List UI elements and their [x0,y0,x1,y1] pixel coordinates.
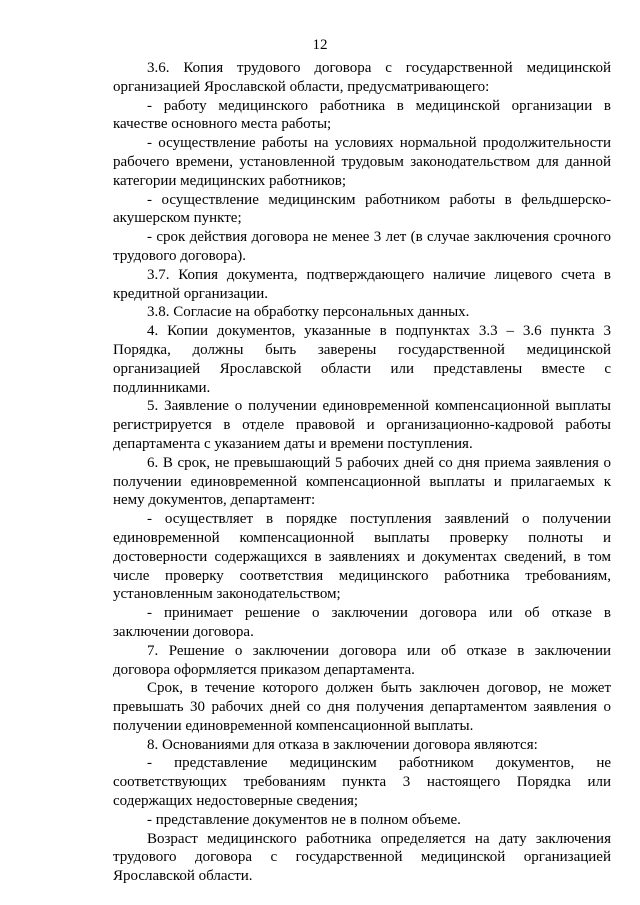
list-item-check-applications: - осуществляет в порядке поступления заявлений о получении единовременной компенсационной выплаты проверку полноты и достоверности содержащихся в заявлениях и документах сведений, в том числе проверку соответствия медицинского работника требованиям, установленным законодательством; [113,511,611,603]
paragraph-contract-deadline: Срок, в течение которого должен быть заключен договор, не может превышать 30 рабочих дней со дня получения департаментом заявления о получении единовременной компенсационной выплаты. [113,680,611,734]
paragraph-4: 4. Копии документов, указанные в подпунктах 3.3 – 3.6 пункта 3 Порядка, должны быть заверены государственной медицинской организацией Ярославской области или представлены вместе с подлинниками. [113,323,611,396]
list-item-main-workplace: - работу медицинского работника в медицинской организации в качестве основного места работы; [113,97,611,133]
list-item-incomplete-documents: - представление документов не в полном объеме. [147,811,461,828]
list-item-normal-working-hours: - осуществление работы на условиях нормальной продолжительности рабочего времени, установленной трудовым законодательством для данной категории медицинских работников; [113,135,611,189]
paragraph-3-7: 3.7. Копия документа, подтверждающего наличие лицевого счета в кредитной организации. [113,266,611,302]
list-item-contract-term: - срок действия договора не менее 3 лет (в случае заключения срочного трудового договора). [113,229,611,264]
list-item-invalid-documents: - представление медицинским работником документов, не соответствующих требованиям пункта 3 настоящего Порядка или содержащих недостоверные сведения; [113,755,611,810]
paragraph-7: 7. Решение о заключении договора или об отказе в заключении договора оформляется приказом департамента. [113,642,611,678]
paragraph-5: 5. Заявление о получении единовременной компенсационной выплаты регистрируется в отделе правовой и организационно-кадровой работы департамента с указанием даты и времени поступления. [113,398,611,452]
page-number: 12 [312,37,328,53]
paragraph-3-6: 3.6. Копия трудового договора с государственной медицинской организацией Ярославской области, предусматривающего: [113,60,611,95]
list-item-feldsher-point: - осуществление медицинским работником работы в фельдшерско-акушерском пункте; [113,191,611,227]
document-body [113,59,611,886]
list-item-make-decision: - принимает решение о заключении договора или об отказе в заключении договора. [113,605,611,640]
paragraph-3-8: 3.8. Согласие на обработку персональных данных. [147,304,470,321]
paragraph-6: 6. В срок, не превышающий 5 рабочих дней со дня приема заявления о получении единовременной компенсационной выплаты и прилагаемых к нему документов, департамент: [113,454,611,509]
paragraph-8: 8. Основаниями для отказа в заключении договора являются: [147,736,538,753]
paragraph-age-determination: Возраст медицинского работника определяется на дату заключения трудового договора с государственной медицинской организацией Ярославской области. [113,830,611,885]
